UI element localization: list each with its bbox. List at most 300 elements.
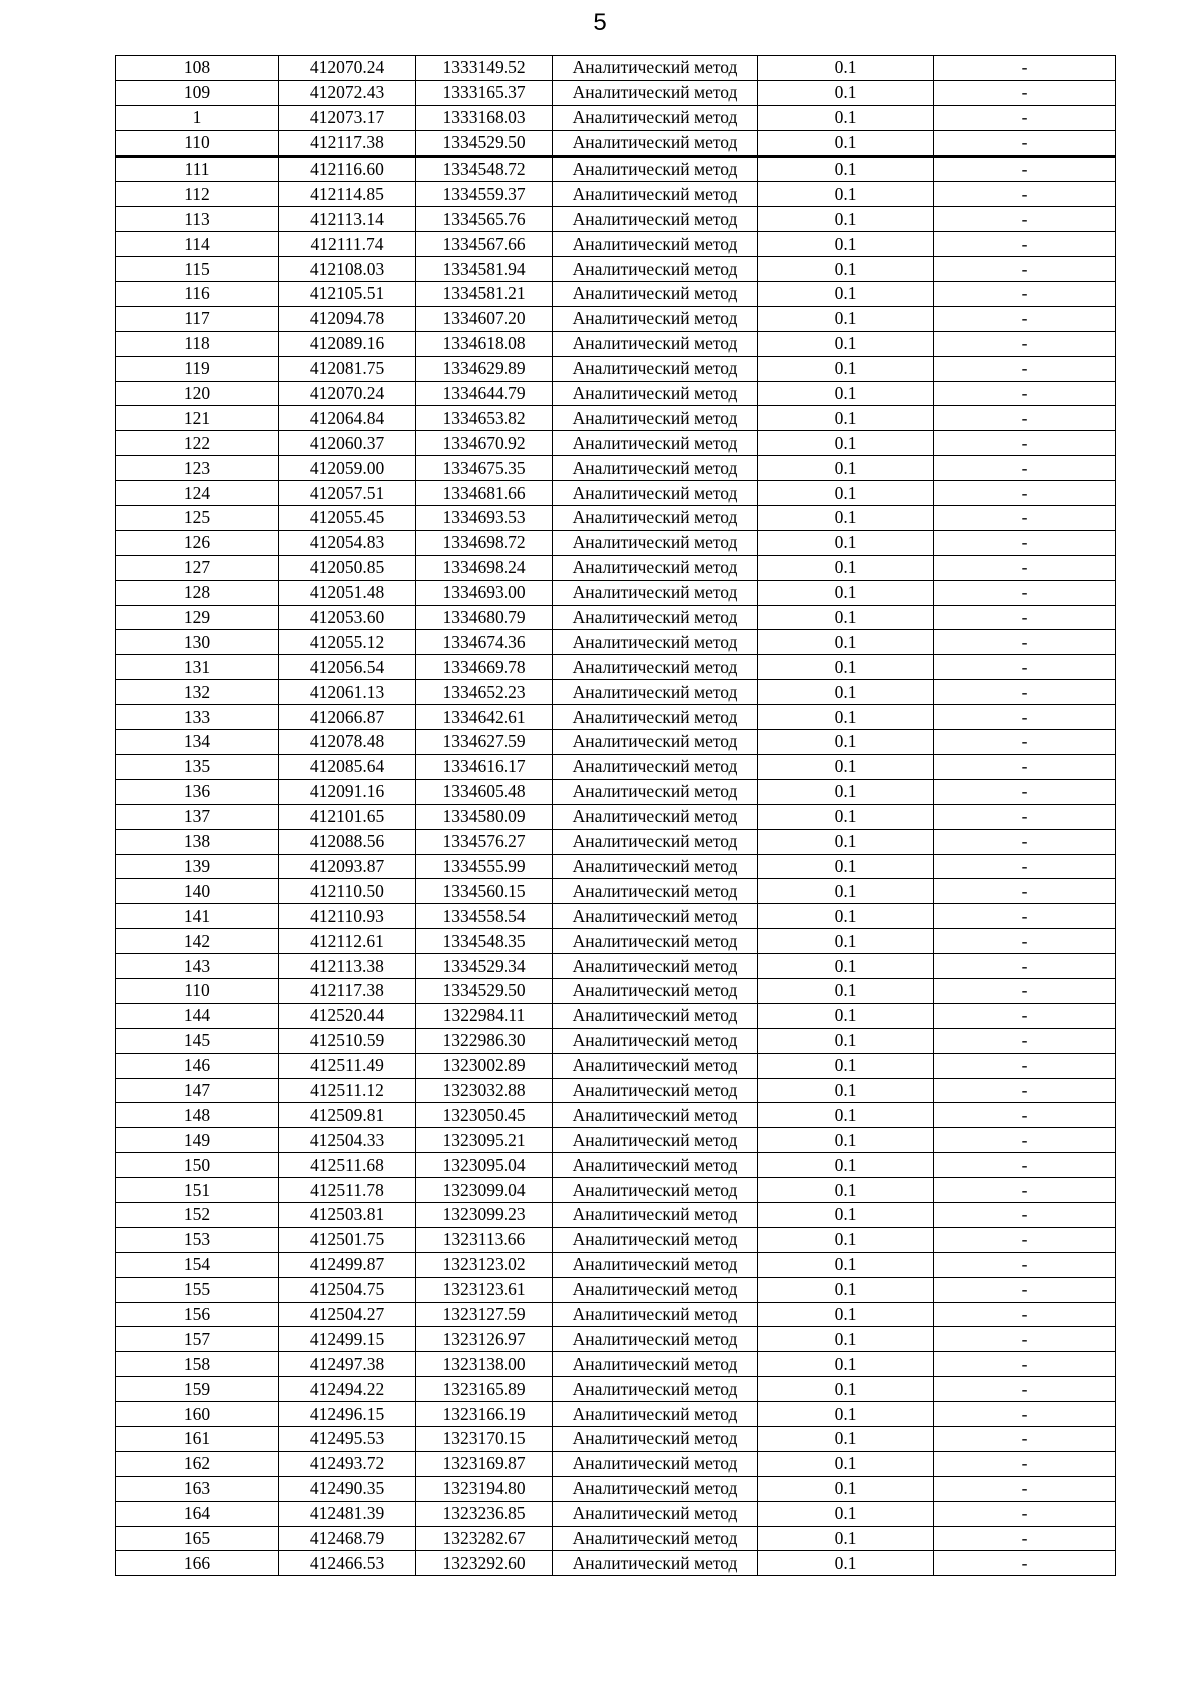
point-number-cell: 1 xyxy=(116,105,279,130)
method-cell: Аналитический метод xyxy=(553,929,758,954)
method-cell: Аналитический метод xyxy=(553,804,758,829)
y-coordinate-cell: 1334529.34 xyxy=(416,954,553,979)
description-cell: - xyxy=(934,331,1116,356)
accuracy-cell: 0.1 xyxy=(758,879,934,904)
point-number-cell: 141 xyxy=(116,904,279,929)
table-row xyxy=(116,456,1116,481)
x-coordinate-cell: 412499.15 xyxy=(279,1327,416,1352)
method-cell: Аналитический метод xyxy=(553,730,758,755)
description-cell: - xyxy=(934,105,1116,130)
x-coordinate-cell: 412496.15 xyxy=(279,1402,416,1427)
x-coordinate-cell: 412504.27 xyxy=(279,1302,416,1327)
point-number-cell: 165 xyxy=(116,1526,279,1551)
point-number-cell: 114 xyxy=(116,232,279,257)
method-cell: Аналитический метод xyxy=(553,331,758,356)
method-cell: Аналитический метод xyxy=(553,1277,758,1302)
method-cell: Аналитический метод xyxy=(553,530,758,555)
y-coordinate-cell: 1323292.60 xyxy=(416,1551,553,1576)
table-row xyxy=(116,630,1116,655)
method-cell: Аналитический метод xyxy=(553,1327,758,1352)
point-number-cell: 128 xyxy=(116,580,279,605)
y-coordinate-cell: 1333165.37 xyxy=(416,80,553,105)
method-cell: Аналитический метод xyxy=(553,879,758,904)
point-number-cell: 158 xyxy=(116,1352,279,1377)
accuracy-cell: 0.1 xyxy=(758,730,934,755)
table-row xyxy=(116,829,1116,854)
table-row xyxy=(116,1551,1116,1576)
accuracy-cell: 0.1 xyxy=(758,207,934,232)
description-cell: - xyxy=(934,1526,1116,1551)
y-coordinate-cell: 1334670.92 xyxy=(416,431,553,456)
point-number-cell: 155 xyxy=(116,1277,279,1302)
accuracy-cell: 0.1 xyxy=(758,605,934,630)
y-coordinate-cell: 1334693.53 xyxy=(416,506,553,531)
method-cell: Аналитический метод xyxy=(553,481,758,506)
accuracy-cell: 0.1 xyxy=(758,56,934,81)
table-row xyxy=(116,1277,1116,1302)
description-cell: - xyxy=(934,680,1116,705)
point-number-cell: 163 xyxy=(116,1476,279,1501)
table-row xyxy=(116,381,1116,406)
method-cell: Аналитический метод xyxy=(553,1053,758,1078)
table-row xyxy=(116,306,1116,331)
accuracy-cell: 0.1 xyxy=(758,954,934,979)
y-coordinate-cell: 1334618.08 xyxy=(416,331,553,356)
accuracy-cell: 0.1 xyxy=(758,1377,934,1402)
accuracy-cell: 0.1 xyxy=(758,1178,934,1203)
description-cell: - xyxy=(934,130,1116,156)
table-row xyxy=(116,854,1116,879)
point-number-cell: 126 xyxy=(116,530,279,555)
accuracy-cell: 0.1 xyxy=(758,80,934,105)
accuracy-cell: 0.1 xyxy=(758,105,934,130)
point-number-cell: 150 xyxy=(116,1153,279,1178)
x-coordinate-cell: 412110.50 xyxy=(279,879,416,904)
point-number-cell: 113 xyxy=(116,207,279,232)
description-cell: - xyxy=(934,978,1116,1003)
y-coordinate-cell: 1334559.37 xyxy=(416,182,553,207)
description-cell: - xyxy=(934,1153,1116,1178)
y-coordinate-cell: 1323138.00 xyxy=(416,1352,553,1377)
table-row xyxy=(116,1178,1116,1203)
table-row xyxy=(116,130,1116,156)
x-coordinate-cell: 412504.33 xyxy=(279,1128,416,1153)
accuracy-cell: 0.1 xyxy=(758,1277,934,1302)
point-number-cell: 118 xyxy=(116,331,279,356)
table-row xyxy=(116,156,1116,182)
table-row xyxy=(116,1128,1116,1153)
method-cell: Аналитический метод xyxy=(553,605,758,630)
x-coordinate-cell: 412511.78 xyxy=(279,1178,416,1203)
table-row xyxy=(116,1103,1116,1128)
description-cell: - xyxy=(934,655,1116,680)
method-cell: Аналитический метод xyxy=(553,705,758,730)
y-coordinate-cell: 1323095.04 xyxy=(416,1153,553,1178)
x-coordinate-cell: 412117.38 xyxy=(279,130,416,156)
point-number-cell: 134 xyxy=(116,730,279,755)
x-coordinate-cell: 412056.54 xyxy=(279,655,416,680)
accuracy-cell: 0.1 xyxy=(758,804,934,829)
table-row xyxy=(116,1476,1116,1501)
y-coordinate-cell: 1323099.23 xyxy=(416,1202,553,1227)
description-cell: - xyxy=(934,829,1116,854)
y-coordinate-cell: 1334698.24 xyxy=(416,555,553,580)
table-row xyxy=(116,80,1116,105)
point-number-cell: 119 xyxy=(116,356,279,381)
accuracy-cell: 0.1 xyxy=(758,1451,934,1476)
y-coordinate-cell: 1323165.89 xyxy=(416,1377,553,1402)
description-cell: - xyxy=(934,779,1116,804)
x-coordinate-cell: 412493.72 xyxy=(279,1451,416,1476)
description-cell: - xyxy=(934,1202,1116,1227)
table-row xyxy=(116,1153,1116,1178)
method-cell: Аналитический метод xyxy=(553,630,758,655)
method-cell: Аналитический метод xyxy=(553,655,758,680)
method-cell: Аналитический метод xyxy=(553,182,758,207)
table-row xyxy=(116,481,1116,506)
y-coordinate-cell: 1323050.45 xyxy=(416,1103,553,1128)
method-cell: Аналитический метод xyxy=(553,56,758,81)
x-coordinate-cell: 412073.17 xyxy=(279,105,416,130)
x-coordinate-cell: 412511.12 xyxy=(279,1078,416,1103)
table-row xyxy=(116,431,1116,456)
description-cell: - xyxy=(934,555,1116,580)
table-row xyxy=(116,506,1116,531)
table-row xyxy=(116,1028,1116,1053)
x-coordinate-cell: 412114.85 xyxy=(279,182,416,207)
description-cell: - xyxy=(934,804,1116,829)
point-number-cell: 152 xyxy=(116,1202,279,1227)
accuracy-cell: 0.1 xyxy=(758,580,934,605)
x-coordinate-cell: 412511.68 xyxy=(279,1153,416,1178)
accuracy-cell: 0.1 xyxy=(758,1078,934,1103)
y-coordinate-cell: 1334693.00 xyxy=(416,580,553,605)
description-cell: - xyxy=(934,306,1116,331)
point-number-cell: 110 xyxy=(116,130,279,156)
y-coordinate-cell: 1334629.89 xyxy=(416,356,553,381)
y-coordinate-cell: 1334529.50 xyxy=(416,130,553,156)
accuracy-cell: 0.1 xyxy=(758,156,934,182)
method-cell: Аналитический метод xyxy=(553,232,758,257)
y-coordinate-cell: 1334644.79 xyxy=(416,381,553,406)
method-cell: Аналитический метод xyxy=(553,1103,758,1128)
x-coordinate-cell: 412101.65 xyxy=(279,804,416,829)
table-row xyxy=(116,929,1116,954)
accuracy-cell: 0.1 xyxy=(758,257,934,282)
method-cell: Аналитический метод xyxy=(553,1526,758,1551)
point-number-cell: 154 xyxy=(116,1252,279,1277)
method-cell: Аналитический метод xyxy=(553,1252,758,1277)
x-coordinate-cell: 412111.74 xyxy=(279,232,416,257)
method-cell: Аналитический метод xyxy=(553,854,758,879)
table-row xyxy=(116,207,1116,232)
x-coordinate-cell: 412116.60 xyxy=(279,156,416,182)
point-number-cell: 129 xyxy=(116,605,279,630)
table-row xyxy=(116,257,1116,282)
point-number-cell: 120 xyxy=(116,381,279,406)
accuracy-cell: 0.1 xyxy=(758,1028,934,1053)
y-coordinate-cell: 1323123.61 xyxy=(416,1277,553,1302)
point-number-cell: 127 xyxy=(116,555,279,580)
x-coordinate-cell: 412060.37 xyxy=(279,431,416,456)
table-row xyxy=(116,1202,1116,1227)
x-coordinate-cell: 412468.79 xyxy=(279,1526,416,1551)
accuracy-cell: 0.1 xyxy=(758,282,934,307)
point-number-cell: 157 xyxy=(116,1327,279,1352)
x-coordinate-cell: 412061.13 xyxy=(279,680,416,705)
description-cell: - xyxy=(934,56,1116,81)
y-coordinate-cell: 1334669.78 xyxy=(416,655,553,680)
method-cell: Аналитический метод xyxy=(553,1302,758,1327)
accuracy-cell: 0.1 xyxy=(758,406,934,431)
point-number-cell: 136 xyxy=(116,779,279,804)
method-cell: Аналитический метод xyxy=(553,680,758,705)
y-coordinate-cell: 1323166.19 xyxy=(416,1402,553,1427)
description-cell: - xyxy=(934,506,1116,531)
point-number-cell: 109 xyxy=(116,80,279,105)
y-coordinate-cell: 1322984.11 xyxy=(416,1003,553,1028)
method-cell: Аналитический метод xyxy=(553,779,758,804)
x-coordinate-cell: 412113.14 xyxy=(279,207,416,232)
description-cell: - xyxy=(934,1028,1116,1053)
description-cell: - xyxy=(934,1551,1116,1576)
accuracy-cell: 0.1 xyxy=(758,456,934,481)
point-number-cell: 132 xyxy=(116,680,279,705)
description-cell: - xyxy=(934,1078,1116,1103)
x-coordinate-cell: 412490.35 xyxy=(279,1476,416,1501)
x-coordinate-cell: 412078.48 xyxy=(279,730,416,755)
x-coordinate-cell: 412495.53 xyxy=(279,1426,416,1451)
method-cell: Аналитический метод xyxy=(553,829,758,854)
description-cell: - xyxy=(934,1476,1116,1501)
description-cell: - xyxy=(934,1252,1116,1277)
coordinates-table xyxy=(115,55,1116,1576)
x-coordinate-cell: 412091.16 xyxy=(279,779,416,804)
accuracy-cell: 0.1 xyxy=(758,854,934,879)
y-coordinate-cell: 1334581.21 xyxy=(416,282,553,307)
accuracy-cell: 0.1 xyxy=(758,1103,934,1128)
method-cell: Аналитический метод xyxy=(553,406,758,431)
accuracy-cell: 0.1 xyxy=(758,1252,934,1277)
accuracy-cell: 0.1 xyxy=(758,829,934,854)
description-cell: - xyxy=(934,1302,1116,1327)
accuracy-cell: 0.1 xyxy=(758,555,934,580)
description-cell: - xyxy=(934,1053,1116,1078)
y-coordinate-cell: 1334580.09 xyxy=(416,804,553,829)
point-number-cell: 116 xyxy=(116,282,279,307)
point-number-cell: 156 xyxy=(116,1302,279,1327)
table-row xyxy=(116,105,1116,130)
accuracy-cell: 0.1 xyxy=(758,431,934,456)
table-row xyxy=(116,1352,1116,1377)
x-coordinate-cell: 412113.38 xyxy=(279,954,416,979)
table-row xyxy=(116,1402,1116,1427)
y-coordinate-cell: 1323169.87 xyxy=(416,1451,553,1476)
description-cell: - xyxy=(934,1451,1116,1476)
accuracy-cell: 0.1 xyxy=(758,1402,934,1427)
x-coordinate-cell: 412094.78 xyxy=(279,306,416,331)
accuracy-cell: 0.1 xyxy=(758,182,934,207)
method-cell: Аналитический метод xyxy=(553,754,758,779)
accuracy-cell: 0.1 xyxy=(758,655,934,680)
page-number: 5 xyxy=(593,9,607,36)
table-row xyxy=(116,1252,1116,1277)
y-coordinate-cell: 1323099.04 xyxy=(416,1178,553,1203)
description-cell: - xyxy=(934,904,1116,929)
description-cell: - xyxy=(934,954,1116,979)
description-cell: - xyxy=(934,1327,1116,1352)
x-coordinate-cell: 412064.84 xyxy=(279,406,416,431)
x-coordinate-cell: 412501.75 xyxy=(279,1227,416,1252)
table-row xyxy=(116,182,1116,207)
point-number-cell: 160 xyxy=(116,1402,279,1427)
point-number-cell: 151 xyxy=(116,1178,279,1203)
description-cell: - xyxy=(934,730,1116,755)
table-row xyxy=(116,232,1116,257)
description-cell: - xyxy=(934,257,1116,282)
point-number-cell: 111 xyxy=(116,156,279,182)
y-coordinate-cell: 1334698.72 xyxy=(416,530,553,555)
method-cell: Аналитический метод xyxy=(553,431,758,456)
description-cell: - xyxy=(934,282,1116,307)
description-cell: - xyxy=(934,431,1116,456)
accuracy-cell: 0.1 xyxy=(758,1053,934,1078)
accuracy-cell: 0.1 xyxy=(758,356,934,381)
x-coordinate-cell: 412089.16 xyxy=(279,331,416,356)
x-coordinate-cell: 412108.03 xyxy=(279,257,416,282)
method-cell: Аналитический метод xyxy=(553,1128,758,1153)
y-coordinate-cell: 1334565.76 xyxy=(416,207,553,232)
accuracy-cell: 0.1 xyxy=(758,754,934,779)
point-number-cell: 162 xyxy=(116,1451,279,1476)
y-coordinate-cell: 1334652.23 xyxy=(416,680,553,705)
table-row xyxy=(116,1526,1116,1551)
accuracy-cell: 0.1 xyxy=(758,630,934,655)
method-cell: Аналитический метод xyxy=(553,1476,758,1501)
y-coordinate-cell: 1334616.17 xyxy=(416,754,553,779)
table-row xyxy=(116,779,1116,804)
point-number-cell: 146 xyxy=(116,1053,279,1078)
method-cell: Аналитический метод xyxy=(553,456,758,481)
accuracy-cell: 0.1 xyxy=(758,1153,934,1178)
table-row xyxy=(116,1227,1116,1252)
x-coordinate-cell: 412494.22 xyxy=(279,1377,416,1402)
point-number-cell: 115 xyxy=(116,257,279,282)
x-coordinate-cell: 412499.87 xyxy=(279,1252,416,1277)
y-coordinate-cell: 1334642.61 xyxy=(416,705,553,730)
accuracy-cell: 0.1 xyxy=(758,779,934,804)
accuracy-cell: 0.1 xyxy=(758,331,934,356)
point-number-cell: 161 xyxy=(116,1426,279,1451)
accuracy-cell: 0.1 xyxy=(758,1551,934,1576)
method-cell: Аналитический метод xyxy=(553,80,758,105)
y-coordinate-cell: 1334558.54 xyxy=(416,904,553,929)
table-row xyxy=(116,356,1116,381)
point-number-cell: 135 xyxy=(116,754,279,779)
point-number-cell: 131 xyxy=(116,655,279,680)
x-coordinate-cell: 412072.43 xyxy=(279,80,416,105)
y-coordinate-cell: 1323236.85 xyxy=(416,1501,553,1526)
y-coordinate-cell: 1334576.27 xyxy=(416,829,553,854)
y-coordinate-cell: 1323095.21 xyxy=(416,1128,553,1153)
accuracy-cell: 0.1 xyxy=(758,506,934,531)
point-number-cell: 125 xyxy=(116,506,279,531)
description-cell: - xyxy=(934,1178,1116,1203)
accuracy-cell: 0.1 xyxy=(758,1426,934,1451)
x-coordinate-cell: 412510.59 xyxy=(279,1028,416,1053)
y-coordinate-cell: 1333168.03 xyxy=(416,105,553,130)
table-row xyxy=(116,1053,1116,1078)
y-coordinate-cell: 1334674.36 xyxy=(416,630,553,655)
description-cell: - xyxy=(934,156,1116,182)
description-cell: - xyxy=(934,182,1116,207)
table-row xyxy=(116,1426,1116,1451)
accuracy-cell: 0.1 xyxy=(758,1003,934,1028)
x-coordinate-cell: 412110.93 xyxy=(279,904,416,929)
point-number-cell: 123 xyxy=(116,456,279,481)
y-coordinate-cell: 1334567.66 xyxy=(416,232,553,257)
x-coordinate-cell: 412497.38 xyxy=(279,1352,416,1377)
description-cell: - xyxy=(934,356,1116,381)
method-cell: Аналитический метод xyxy=(553,356,758,381)
table-row xyxy=(116,754,1116,779)
description-cell: - xyxy=(934,481,1116,506)
table-row xyxy=(116,406,1116,431)
x-coordinate-cell: 412085.64 xyxy=(279,754,416,779)
point-number-cell: 153 xyxy=(116,1227,279,1252)
point-number-cell: 166 xyxy=(116,1551,279,1576)
accuracy-cell: 0.1 xyxy=(758,1501,934,1526)
y-coordinate-cell: 1334607.20 xyxy=(416,306,553,331)
y-coordinate-cell: 1323126.97 xyxy=(416,1327,553,1352)
y-coordinate-cell: 1323123.02 xyxy=(416,1252,553,1277)
y-coordinate-cell: 1322986.30 xyxy=(416,1028,553,1053)
accuracy-cell: 0.1 xyxy=(758,1526,934,1551)
y-coordinate-cell: 1334605.48 xyxy=(416,779,553,804)
method-cell: Аналитический метод xyxy=(553,1028,758,1053)
description-cell: - xyxy=(934,854,1116,879)
table-row xyxy=(116,1501,1116,1526)
method-cell: Аналитический метод xyxy=(553,1377,758,1402)
x-coordinate-cell: 412070.24 xyxy=(279,381,416,406)
y-coordinate-cell: 1323113.66 xyxy=(416,1227,553,1252)
y-coordinate-cell: 1333149.52 xyxy=(416,56,553,81)
method-cell: Аналитический метод xyxy=(553,257,758,282)
x-coordinate-cell: 412081.75 xyxy=(279,356,416,381)
y-coordinate-cell: 1334653.82 xyxy=(416,406,553,431)
x-coordinate-cell: 412053.60 xyxy=(279,605,416,630)
point-number-cell: 124 xyxy=(116,481,279,506)
x-coordinate-cell: 412504.75 xyxy=(279,1277,416,1302)
point-number-cell: 149 xyxy=(116,1128,279,1153)
point-number-cell: 138 xyxy=(116,829,279,854)
table-row xyxy=(116,1078,1116,1103)
x-coordinate-cell: 412503.81 xyxy=(279,1202,416,1227)
x-coordinate-cell: 412481.39 xyxy=(279,1501,416,1526)
table-row xyxy=(116,730,1116,755)
method-cell: Аналитический метод xyxy=(553,105,758,130)
x-coordinate-cell: 412466.53 xyxy=(279,1551,416,1576)
method-cell: Аналитический метод xyxy=(553,156,758,182)
y-coordinate-cell: 1323002.89 xyxy=(416,1053,553,1078)
x-coordinate-cell: 412117.38 xyxy=(279,978,416,1003)
x-coordinate-cell: 412051.48 xyxy=(279,580,416,605)
x-coordinate-cell: 412093.87 xyxy=(279,854,416,879)
y-coordinate-cell: 1334560.15 xyxy=(416,879,553,904)
description-cell: - xyxy=(934,1128,1116,1153)
point-number-cell: 117 xyxy=(116,306,279,331)
table-row xyxy=(116,1302,1116,1327)
